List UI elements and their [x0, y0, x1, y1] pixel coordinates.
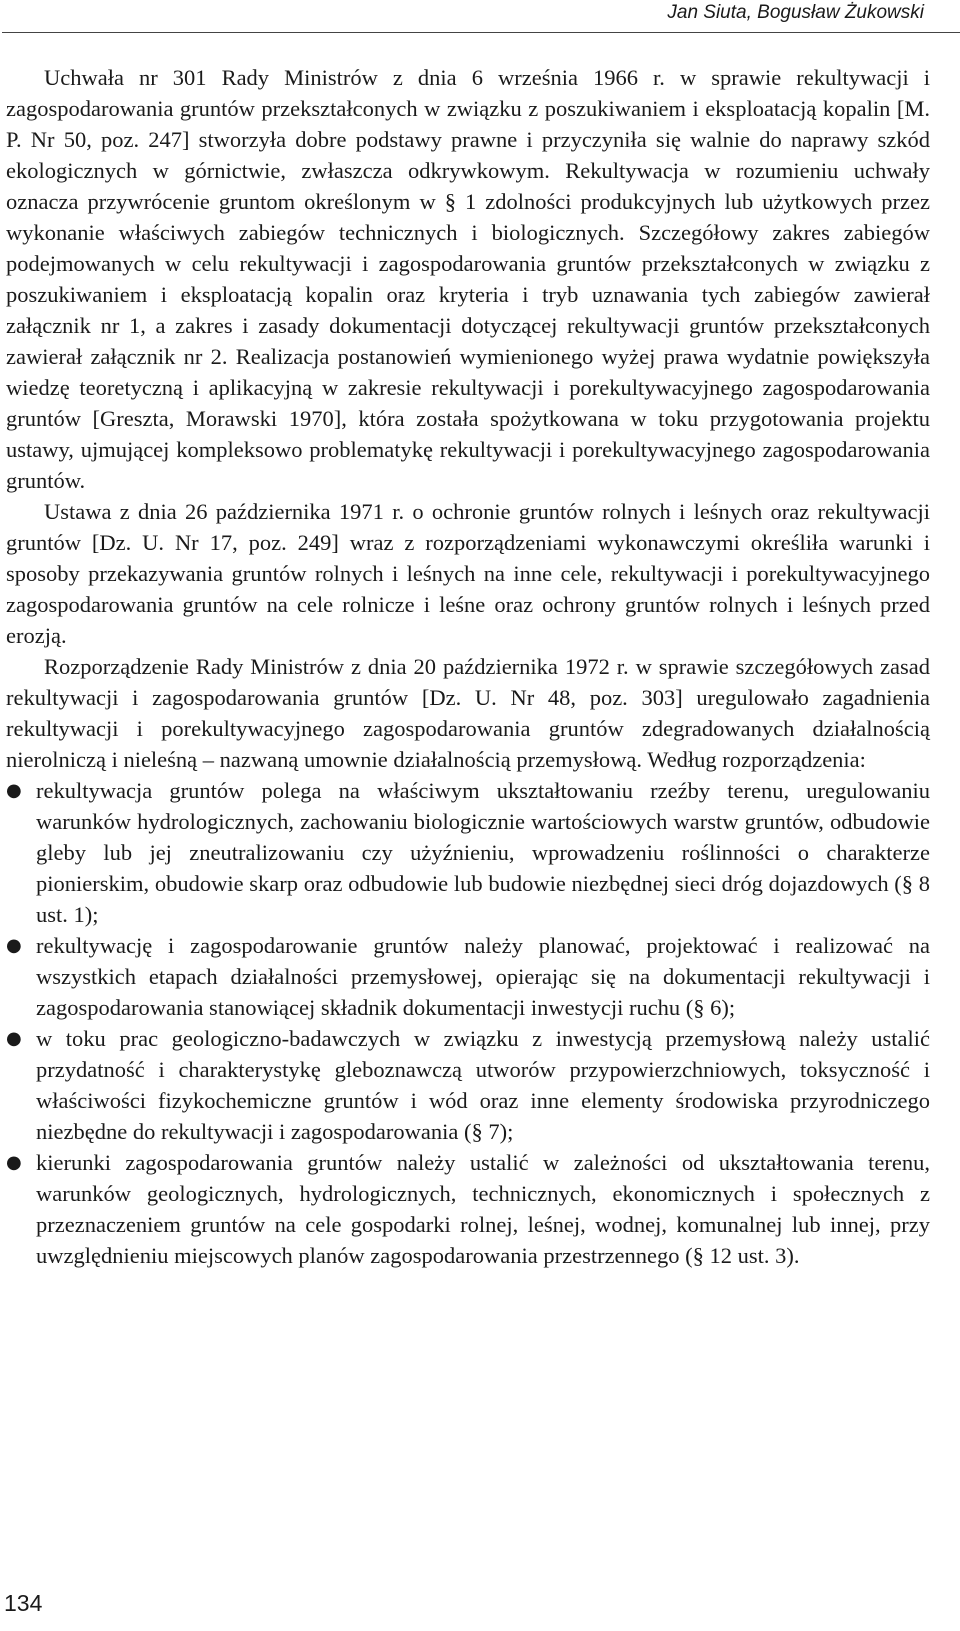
list-item-text: rekultywacja gruntów polega na właściwym ukształtowaniu rzeźby terenu, uregulowaniu warunków hydrologicznych, zachowaniu biologicznie wartościowych warstw gruntów, odbudowie gleby lub jej zneutralizowaniu czy użyźnieniu, wprowadzeniu roślinności o charakterze pionierskim, obudowie skarp oraz odbudowie lub budowie niezbędnej sieci dróg dojazdowych (§ 8 ust. 1); — [36, 778, 930, 927]
bullet-dot-icon: ● — [6, 780, 22, 801]
paragraph-ustawa-1971: Ustawa z dnia 26 października 1971 r. o ochronie gruntów rolnych i leśnych oraz rekultywacji gruntów [Dz. U. Nr 17, poz. 249] wraz z rozporządzeniami wykonawczymi określiła warunki i sposoby przekazywania gruntów rolnych i leśnych na inne cele, rekultywacji i porekultywacyjnego zagospodarowania gruntów na cele rolnicze i leśne oraz ochrony gruntów rolnych i leśnych przed erozją. — [6, 499, 930, 648]
list-item-text: kierunki zagospodarowania gruntów należy ustalić w zależności od ukształtowania terenu, warunków geologicznych, hydrologicznych, technicznych, ekonomicznych i społecznych z przeznaczeniem gruntów na cele gospodarki rolnej, leśnej, wodnej, komunalnej lub innej, przy uwzględnieniu miejscowych planów zagospodarowania przestrzennego (§ 12 ust. 3). — [36, 1150, 930, 1268]
bullet-dot-icon: ● — [6, 935, 22, 956]
list-item — [6, 1023, 930, 1147]
regulation-bullet-list — [6, 775, 930, 1271]
list-item-text: w toku prac geologiczno-badawczych w związku z inwestycją przemysłową należy ustalić przydatność i charakterystykę gleboznawczą utworów przypowierzchniowych, toksyczność i właściwości fizykochemiczne gruntów i wód oraz inne elementy środowiska przyrodniczego niezbędne do rekultywacji i zagospodarowania (§ 7); — [36, 1026, 930, 1144]
running-header-author: Jan Siuta, Bogusław Żukowski — [667, 2, 924, 23]
list-item-text: rekultywację i zagospodarowanie gruntów należy planować, projektować i realizować na wszystkich etapach działalności przemysłowej, opierając się na dokumentacji rekultywacji i zagospodarowania stanowiącej składnik dokumentacji inwestycji ruchu (§ 6); — [36, 933, 930, 1020]
page-body — [6, 62, 930, 1271]
header-divider — [2, 32, 960, 33]
list-item — [6, 775, 930, 930]
bullet-dot-icon: ● — [6, 1028, 22, 1049]
list-item — [6, 930, 930, 1023]
paragraph-rozporzadzenie-1972: Rozporządzenie Rady Ministrów z dnia 20 października 1972 r. w sprawie szczegółowych zasad rekultywacji i zagospodarowania gruntów [Dz. U. Nr 48, poz. 303] uregulowało zagadnienia rekultywacji i porekultywacyjnego zagospodarowania gruntów zdegradowanych działalnością nierolniczą i nieleśną – nazwaną umownie działalnością przemysłową. Według rozporządzenia: — [6, 654, 930, 772]
bullet-dot-icon: ● — [6, 1152, 22, 1173]
list-item — [6, 1147, 930, 1271]
paragraph-uchwala-1966: Uchwała nr 301 Rady Ministrów z dnia 6 września 1966 r. w sprawie rekultywacji i zagospodarowania gruntów przekształconych w związku z poszukiwaniem i eksploatacją kopalin [M. P. Nr 50, poz. 247] stworzyła dobre podstawy prawne i przyczyniła się walnie do naprawy szkód ekologicznych w górnictwie, zwłaszcza odkrywkowym. Rekultywacja w rozumieniu uchwały oznacza przywrócenie gruntom określonym w § 1 zdolności produkcyjnych lub użytkowych przez wykonanie właściwych zabiegów technicznych i biologicznych. Szczegółowy zakres zabiegów podejmowanych w celu rekultywacji i zagospodarowania gruntów przekształconych w związku z poszukiwaniem i eksploatacją kopalin oraz kryteria i tryb uznawania tych zabiegów zawierał załącznik nr 1, a zakres i zasady dokumentacji dotyczącej rekultywacji gruntów przekształconych zawierał załącznik nr 2. Realizacja postanowień wymienionego wyżej prawa wydatnie powiększyła wiedzę teoretyczną i aplikacyjną w zakresie rekultywacji i porekultywacyjnego zagospodarowania gruntów [Greszta, Morawski 1970], która została spożytkowana w toku przygotowania projektu ustawy, ujmującej kompleksowo problematykę rekultywacji i porekultywacyjnego zagospodarowania gruntów. — [6, 65, 930, 493]
page-number: 134 — [4, 1590, 43, 1616]
